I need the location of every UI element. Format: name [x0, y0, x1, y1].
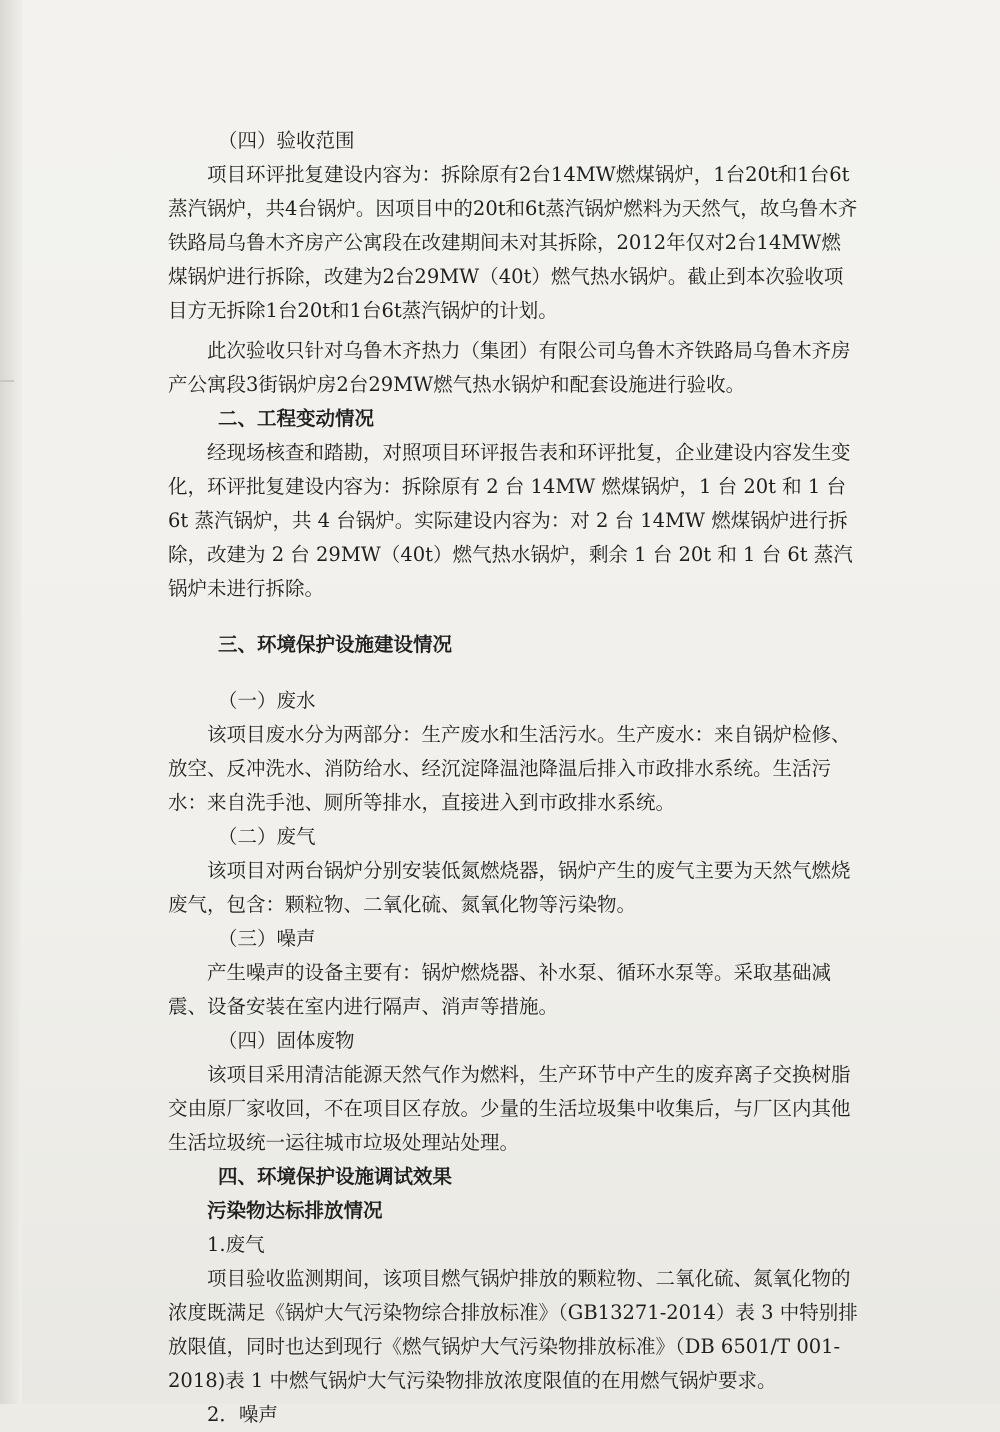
paragraph-approval-content: 项目环评批复建设内容为：拆除原有2台14MW燃煤锅炉，1台20t和1台6t蒸汽锅炉，共4台锅炉。因项目中的20t和6t蒸汽锅炉燃料为天然气，故乌鲁木齐铁路局乌鲁木齐房产公寓段在改建期间未对其拆除，2012年仅对2台14MW燃煤锅炉进行拆除，改建为2台29MW（40t）燃气热水锅炉。截止到本次验收项目方无拆除1台20t和1台6t蒸汽锅炉的计划。 — [168, 163, 858, 322]
paper-edge-mark — [0, 380, 14, 382]
subheading-noise: （三）噪声 — [218, 927, 316, 950]
subheading-solid-waste: （四）固体废物 — [218, 1029, 355, 1052]
paragraph-exhaust-gas: 该项目对两台锅炉分别安装低氮燃烧器，锅炉产生的废气主要为天然气燃烧废气，包含：颗粒物、二氧化硫、氮氧化物等污染物。 — [168, 859, 851, 916]
subheading-noise-2: 2．噪声 — [207, 1403, 278, 1426]
section-heading-acceptance-scope: （四）验收范围 — [218, 129, 355, 152]
subheading-exhaust-gas: （二）废气 — [218, 825, 316, 848]
subheading-emission-compliance: 污染物达标排放情况 — [207, 1199, 383, 1222]
paragraph-project-changes: 经现场核查和踏勘，对照项目环评报告表和环评批复，企业建设内容发生变化，环评批复建设内容为：拆除原有 2 台 14MW 燃煤锅炉，1 台 20t 和 1 台 6t 蒸汽锅炉，共 4 台锅炉。实际建设内容为：对 2 台 14MW 燃煤锅炉进行拆除，改建为 2 台 29MW（40t）燃气热水锅炉，剩余 1 台 20t 和 1 台 6t 蒸汽锅炉未进行拆除。 — [168, 441, 853, 600]
paragraph-noise: 产生噪声的设备主要有：锅炉燃烧器、补水泵、循环水泵等。采取基础减震、设备安装在室内进行隔声、消声等措施。 — [168, 961, 832, 1018]
paragraph-exhaust-monitoring: 项目验收监测期间，该项目燃气锅炉排放的颗粒物、二氧化硫、氮氧化物的浓度既满足《锅炉大气污染物综合排放标准》（GB13271-2014）表 3 中特别排放限值，同时也达到现行《燃气锅炉大气污染物排放标准》（DB 6501/T 001-2018)表 1 中燃气锅炉大气污染物排放浓度限值的在用燃气锅炉要求。 — [168, 1267, 858, 1392]
section-heading-project-changes: 二、工程变动情况 — [218, 407, 375, 430]
section-heading-env-facilities: 三、环境保护设施建设情况 — [218, 633, 453, 656]
paper-edge-shadow — [0, 0, 22, 1404]
subheading-wastewater: （一）废水 — [218, 689, 316, 712]
section-heading-debug-effect: 四、环境保护设施调试效果 — [218, 1165, 453, 1188]
subheading-exhaust-gas-1: 1.废气 — [207, 1233, 265, 1256]
document-body — [168, 124, 860, 1432]
paragraph-acceptance-target: 此次验收只针对乌鲁木齐热力（集团）有限公司乌鲁木齐铁路局乌鲁木齐房产公寓段3街锅炉房2台29MW燃气热水锅炉和配套设施进行验收。 — [168, 339, 851, 396]
paragraph-solid-waste: 该项目采用清洁能源天然气作为燃料，生产环节中产生的废弃离子交换树脂交由原厂家收回，不在项目区存放。少量的生活垃圾集中收集后，与厂区内其他生活垃圾统一运往城市垃圾处理站处理。 — [168, 1063, 851, 1154]
paragraph-wastewater: 该项目废水分为两部分：生产废水和生活污水。生产废水：来自锅炉检修、放空、反冲洗水、消防给水、经沉淀降温池降温后排入市政排水系统。生活污水：来自洗手池、厕所等排水，直接进入到市政排水系统。 — [168, 723, 851, 814]
